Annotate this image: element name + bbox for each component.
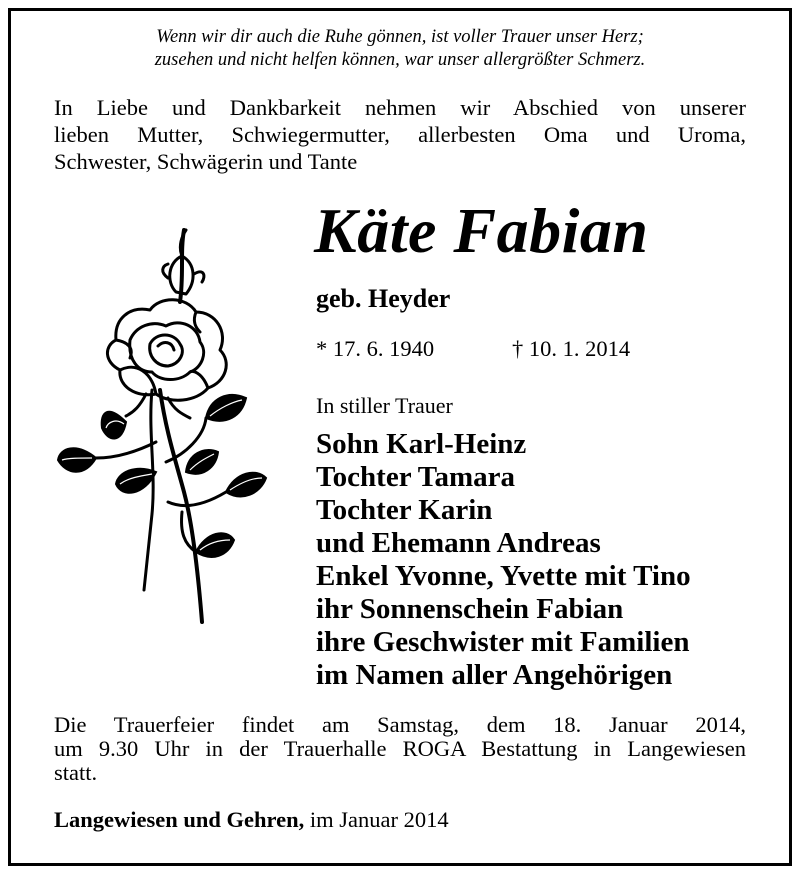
mourner-entry: Sohn Karl-Heinz (316, 428, 527, 460)
mourner-entry: Tochter Tamara (316, 461, 515, 493)
life-dates (316, 336, 631, 362)
birth-date: * 17. 6. 1940 (316, 336, 435, 361)
closing-places: Langewiesen und Gehren, (54, 807, 305, 832)
mourners-list (316, 428, 691, 692)
closing-date: im Januar 2014 (304, 807, 449, 832)
mourner-entry: im Namen aller Angehörigen (316, 659, 673, 691)
ceremony-line: Die Trauerfeier findet am Samstag, dem 18. Januar 2014, (54, 712, 746, 737)
death-date: † 10. 1. 2014 (512, 336, 631, 361)
ceremony-line: um 9.30 Uhr in der Trauerhalle ROGA Bestattung in Langewiesen (54, 736, 746, 761)
mourner-entry: Enkel Yvonne, Yvette mit Tino (316, 560, 691, 592)
intro-text (54, 94, 746, 175)
poem (0, 26, 800, 72)
birth-name: geb. Heyder (316, 284, 451, 313)
poem-line: zusehen und nicht helfen können, war unser allergrößter Schmerz. (154, 50, 646, 70)
intro-line: lieben Mutter, Schwiegermutter, allerbesten Oma und Uroma, (54, 122, 746, 147)
ceremony-line: statt. (54, 760, 98, 785)
rose-icon (56, 222, 268, 630)
mourner-entry: ihr Sonnenschein Fabian (316, 593, 624, 625)
deceased-name: Käte Fabian (314, 195, 649, 266)
closing-line (54, 807, 449, 833)
mourner-entry: Tochter Karin (316, 494, 493, 526)
mourning-label: In stiller Trauer (316, 393, 453, 418)
mourner-entry: und Ehemann Andreas (316, 527, 601, 559)
ceremony-text (54, 713, 746, 785)
mourner-entry: ihre Geschwister mit Familien (316, 626, 690, 658)
poem-line: Wenn wir dir auch die Ruhe gönnen, ist voller Trauer unser Herz; (156, 27, 644, 47)
intro-line: In Liebe und Dankbarkeit nehmen wir Abschied von unserer (54, 95, 746, 120)
intro-line: Schwester, Schwägerin und Tante (54, 149, 358, 174)
